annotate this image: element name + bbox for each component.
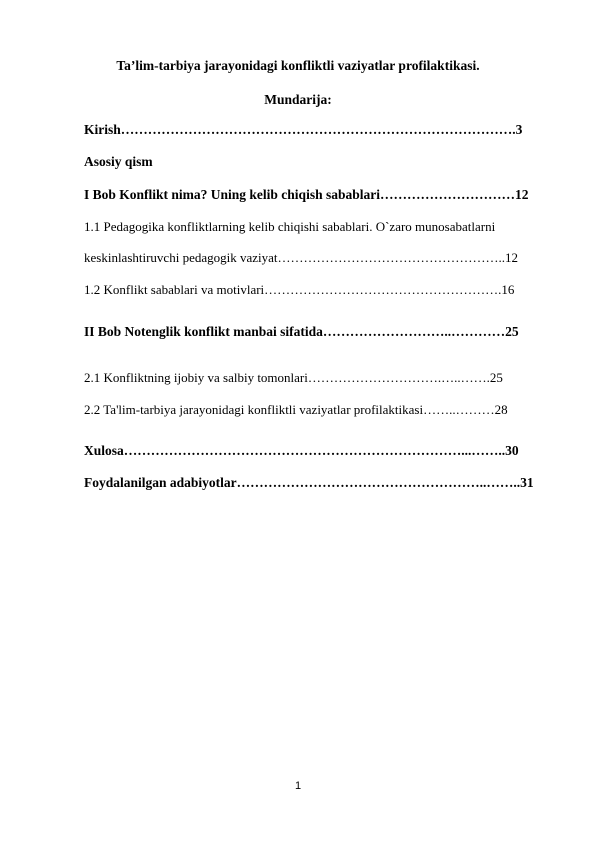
toc-entry-section-2-1: 2.1 Konfliktning ijobiy va salbiy tomonlari………………………….…..…….25 [84, 370, 503, 385]
toc-entry-introduction: Kirish…………………………………………………………………………….3 [84, 122, 523, 137]
toc-entry-section-1-2: 1.2 Konflikt sabablari va motivlari……………………………………………….16 [84, 282, 515, 297]
toc-entry-section-1-1-cont: keskinlashtiruvchi pedagogik vaziyat……………………………………………..12 [84, 250, 519, 265]
toc-entry-chapter-2: II Bob Notenglik konflikt manbai sifatida………………………..…………25 [84, 324, 519, 339]
contents-heading: Mundarija: [264, 92, 332, 107]
toc-entry-conclusion: Xulosa…………………………………………………………………...……..30 [84, 443, 519, 458]
page-number: 1 [294, 780, 302, 792]
toc-entry-section-2-2: 2.2 Ta'lim-tarbiya jarayonidagi konfliktli vaziyatlar profilaktikasi……..………28 [84, 402, 508, 417]
toc-entry-chapter-1: I Bob Konflikt nima? Uning kelib chiqish sabablari…………………………12 [84, 187, 529, 202]
toc-entry-references: Foydalanilgan adabiyotlar………………………………………………..……..31 [84, 475, 534, 490]
toc-entry-main-part: Asosiy qism [84, 154, 153, 169]
document-title: Ta’lim-tarbiya jarayonidagi konfliktli vaziyatlar profilaktikasi. [116, 58, 480, 73]
toc-entry-section-1-1: 1.1 Pedagogika konfliktlarning kelib chiqishi sabablari. O`zaro munosabatlarni [84, 219, 496, 234]
